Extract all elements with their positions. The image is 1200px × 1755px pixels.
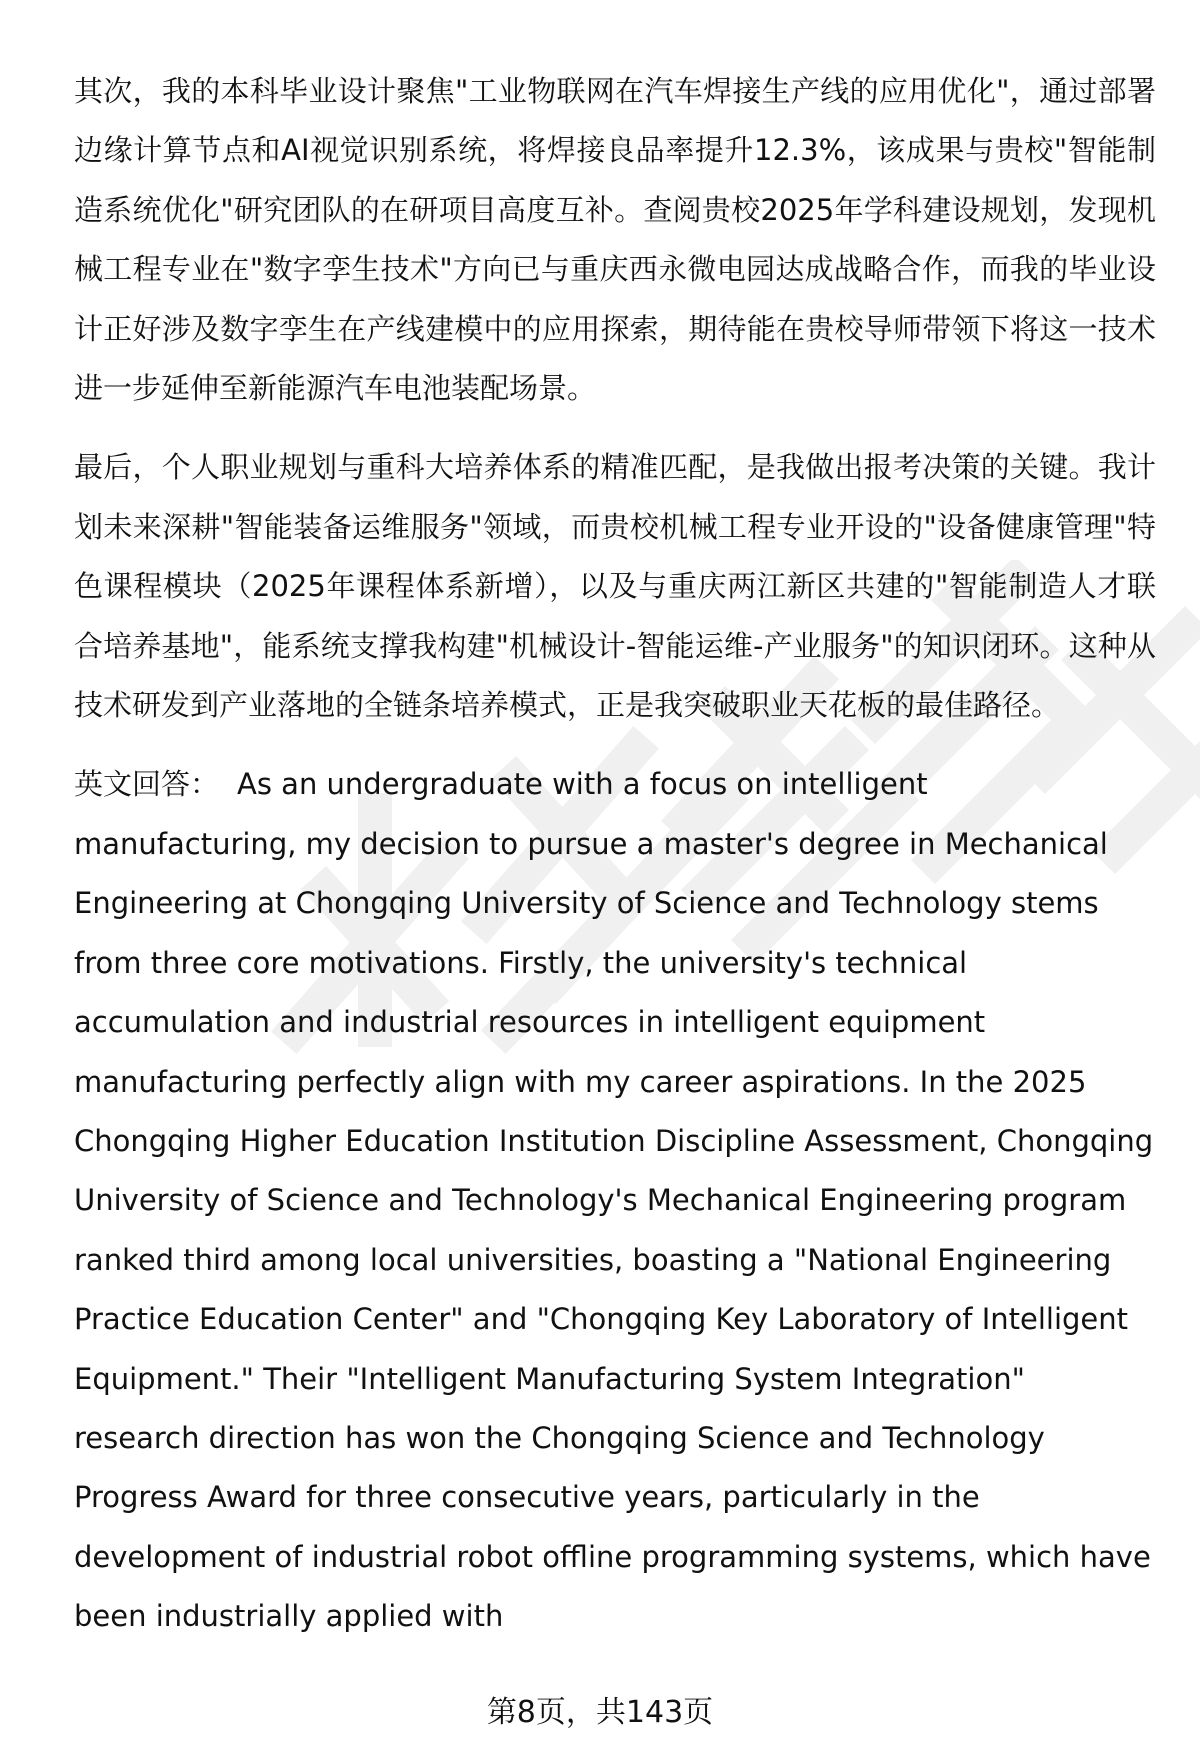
english-answer-text: As an undergraduate with a focus on intelligent manufacturing, my decision to pursue a master's degree in Mechanical Engineering at Chongqing University of Science and Technology stems from three core motivations. Firstly, the university's technical accumulation and industrial resources in intelligent equipment manufacturing perfectly align with my career aspirations. In the 2025 Chongqing Higher Education Institution Discipline Assessment, Chongqing University of Science and Technology's Mechanical Engineering program ranked third among local universities, boasting a "National Engineering Practice Education Center" and "Chongqing Key Laboratory of Intelligent Equipment." Their "Intelligent Manufacturing System Integration" research direction has won the Chongqing Science and Technology Progress Award for three consecutive years, particularly in the development of industrial robot offline programming systems, which have been industrially applied with: [74, 767, 1154, 1634]
paragraph-english-answer: [74, 755, 1156, 1646]
paragraph-final-reason: 最后，个人职业规划与重科大培养体系的精准匹配，是我做出报考决策的关键。我计划未来深耕"智能装备运维服务"领域，而贵校机械工程专业开设的"设备健康管理"特色课程模块（2025年课程体系新增），以及与重庆两江新区共建的"智能制造人才联合培养基地"，能系统支撑我构建"机械设计-智能运维-产业服务"的知识闭环。这种从技术研发到产业落地的全链条培养模式，正是我突破职业天花板的最佳路径。: [74, 450, 1156, 723]
document-body: [74, 62, 1156, 1647]
english-answer-label: 英文回答：: [74, 767, 220, 802]
page-number-footer: 第8页，共143页: [486, 1695, 714, 1730]
paragraph-second-reason: 其次，我的本科毕业设计聚焦"工业物联网在汽车焊接生产线的应用优化"，通过部署边缘计算节点和AI视觉识别系统，将焊接良品率提升12.3%，该成果与贵校"智能制造系统优化"研究团队的在研项目高度互补。查阅贵校2025年学科建设规划，发现机械工程专业在"数字孪生技术"方向已与重庆西永微电园达成战略合作，而我的毕业设计正好涉及数字孪生在产线建模中的应用探索，期待能在贵校导师带领下将这一技术进一步延伸至新能源汽车电池装配场景。: [74, 74, 1156, 406]
